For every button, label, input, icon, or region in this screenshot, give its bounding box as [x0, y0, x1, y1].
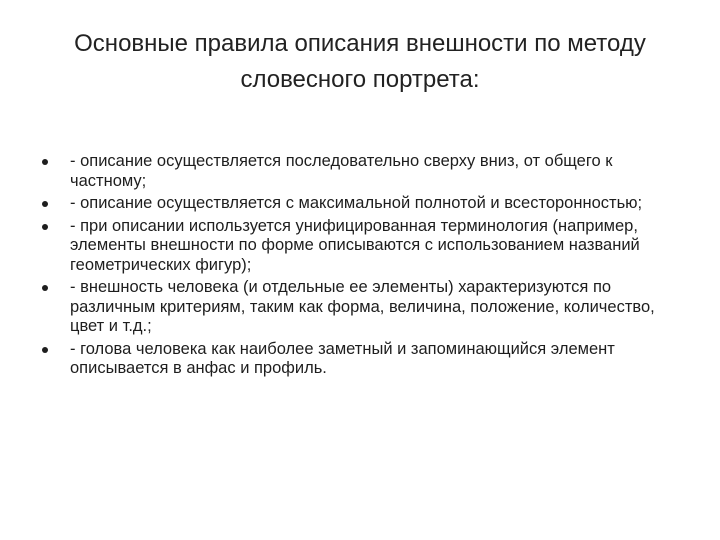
bullet-list [42, 152, 682, 382]
bullet-dot-icon [42, 201, 48, 207]
bullet-text: - внешность человека (и отдельные ее элементы) характеризуются по различным критериям, таким как форма, величина, положение, количество, цвет и т.д.; [70, 278, 655, 335]
bullet-item [42, 217, 682, 276]
bullet-text: - при описании используется унифицированная терминология (например, элементы внешности по форме описываются с использованием названий геометрических фигур); [70, 216, 640, 274]
bullet-text: - описание осуществляется с максимальной полнотой и всесторонностью; [70, 194, 643, 212]
bullet-dot-icon [42, 285, 48, 291]
bullet-dot-icon [42, 224, 48, 230]
bullet-item [42, 152, 682, 191]
bullet-item [42, 340, 682, 379]
bullet-dot-icon [42, 347, 48, 353]
bullet-dot-icon [42, 159, 48, 165]
slide-title [36, 26, 684, 98]
slide-title-line: Основные правила описания внешности по методу [74, 30, 646, 57]
bullet-text: - описание осуществляется последовательно сверху вниз, от общего к частному; [70, 152, 613, 190]
bullet-text: - голова человека как наиболее заметный и запоминающийся элемент описывается в анфас и профиль. [70, 339, 615, 377]
bullet-item [42, 194, 682, 214]
slide-title-line: словесного портрета: [240, 66, 480, 93]
bullet-item [42, 278, 682, 337]
